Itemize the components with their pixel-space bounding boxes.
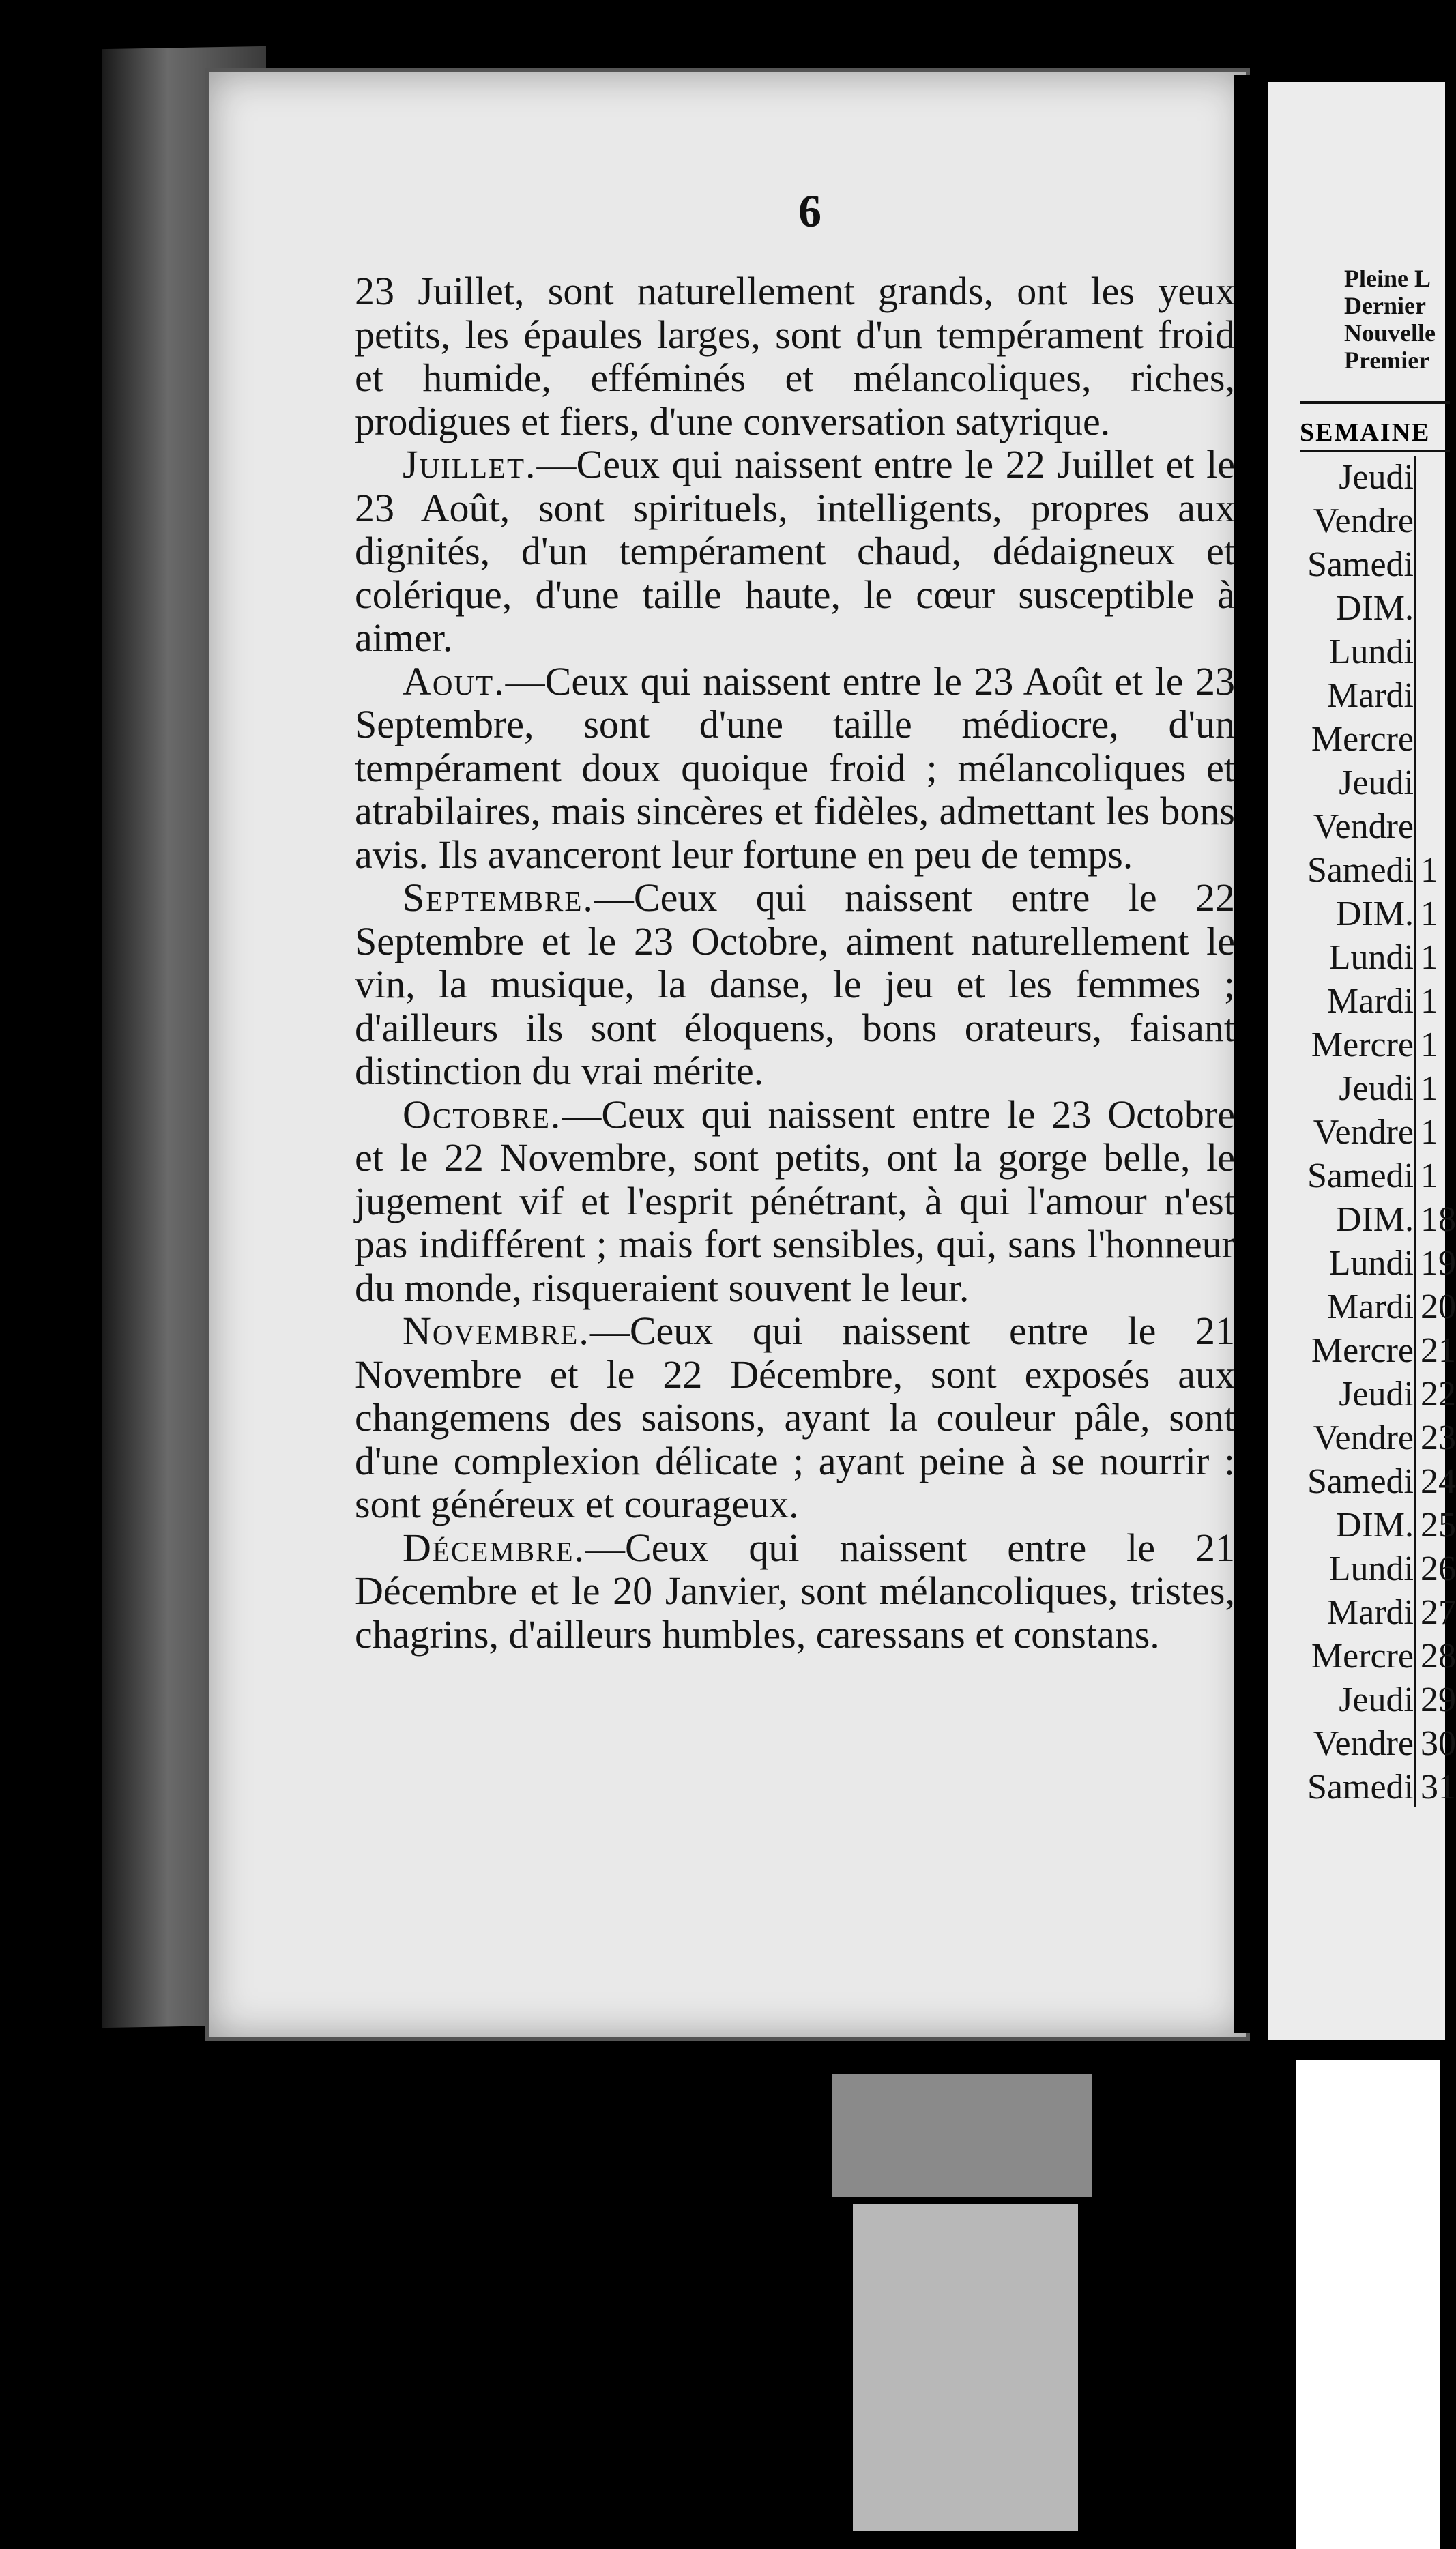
divider-rule xyxy=(1300,401,1450,404)
bottom-shadow-strip xyxy=(832,2074,1092,2197)
paragraph-octobre xyxy=(355,1093,1235,1310)
paragraph-text: —Ceux qui naissent entre le 22 Juillet et le 23 Août, sont spirituels, intelligents, propres aux dignités, d'un tempérament chaud, dédaigneux et colérique, d'une taille haute, le cœur susceptible à aimer. xyxy=(355,442,1235,660)
date-cell: 23 xyxy=(1421,1418,1456,1457)
date-cell: 1 xyxy=(1421,1156,1438,1195)
date-cell: 1 xyxy=(1421,851,1438,890)
weekday-cell: Samedi xyxy=(1307,1462,1414,1501)
phase-nouvelle: Nouvelle xyxy=(1344,319,1436,347)
date-cell: 31 xyxy=(1421,1768,1456,1807)
weekday-cell: Vendre xyxy=(1313,501,1414,540)
date-cell xyxy=(1421,674,1456,718)
date-cell xyxy=(1421,761,1456,805)
phase-premier: Premier xyxy=(1344,347,1430,374)
paragraph-text: —Ceux qui naissent entre le 23 Octobre et le 22 Novembre, sont petits, ont la gorge belle, le jugement vif et l'esprit pénétrant, à qui l'amour n'est pas indifférent ; mais fort sensibles, qui, sans l'honneur du monde, risqueraient souvent le leur. xyxy=(355,1092,1235,1310)
weekday-cell: Samedi xyxy=(1307,545,1414,584)
date-cell: 18 xyxy=(1421,1200,1456,1239)
weekday-cell: DIM. xyxy=(1335,1506,1414,1545)
paragraph-juillet xyxy=(355,443,1235,660)
month-heading: Aout. xyxy=(403,658,506,703)
weekday-cell: Jeudi xyxy=(1339,458,1414,497)
weekday-cell: Lundi xyxy=(1328,632,1414,671)
weekday-column xyxy=(1284,456,1414,1809)
weekday-cell: DIM. xyxy=(1335,589,1414,628)
phase-dernier: Dernier xyxy=(1344,292,1426,319)
month-heading: Octobre. xyxy=(403,1092,562,1137)
date-cell: 1 xyxy=(1421,894,1438,933)
date-cell: 1 xyxy=(1421,1113,1438,1152)
date-cell xyxy=(1421,499,1456,543)
weekday-cell: Vendre xyxy=(1313,807,1414,846)
date-cell: 26 xyxy=(1421,1549,1456,1588)
weekday-cell: Mardi xyxy=(1326,676,1414,715)
month-heading: Novembre. xyxy=(403,1309,590,1353)
paragraph-text: 23 Juillet, sont naturellement grands, ont les yeux petits, les épaules larges, sont d'un tempérament froid et humide, efféminés et mélancoliques, riches, prodigues et fiers, d'une conversation satyrique. xyxy=(355,269,1235,443)
weekday-cell: Lundi xyxy=(1328,1549,1414,1588)
weekday-cell: Vendre xyxy=(1313,1418,1414,1457)
date-cell: 20 xyxy=(1421,1287,1456,1326)
weekday-cell: Jeudi xyxy=(1339,763,1414,802)
paragraph-text: —Ceux qui naissent entre le 21 Décembre et le 20 Janvier, sont mélancoliques, tristes, chagrins, d'ailleurs humbles, caressans et constans. xyxy=(355,1525,1235,1657)
weekday-cell: Mercre xyxy=(1311,1025,1414,1064)
weekday-cell: Mardi xyxy=(1326,982,1414,1021)
paragraph-text: —Ceux qui naissent entre le 23 Août et le 23 Septembre, sont d'une taille médiocre, d'un tempérament doux quoique froid ; mélancoliques et atrabilaires, mais sincères et fidèles, admettant les bons avis. Ils avanceront leur fortune en peu de temps. xyxy=(355,658,1235,877)
weekday-cell: Vendre xyxy=(1313,1113,1414,1152)
date-cell: 1 xyxy=(1421,982,1438,1021)
column-divider xyxy=(1414,456,1416,1807)
weekday-cell: Mardi xyxy=(1326,1287,1414,1326)
month-heading: Décembre. xyxy=(403,1525,586,1570)
paragraph-text: —Ceux qui naissent entre le 22 Septembre et le 23 Octobre, aiment naturellement le vin, la musique, la danse, le jeu et les femmes ; d'ailleurs ils sont éloquens, bons orateurs, faisant distinction du vrai mérite. xyxy=(355,875,1235,1093)
weekday-cell: Vendre xyxy=(1313,1724,1414,1763)
date-cell: 1 xyxy=(1421,1069,1438,1108)
month-heading: Septembre. xyxy=(403,875,594,920)
bottom-block xyxy=(853,2204,1078,2531)
date-cell: 28 xyxy=(1421,1637,1456,1676)
phase-pleine: Pleine L xyxy=(1344,265,1431,292)
weekday-cell: Jeudi xyxy=(1339,1680,1414,1719)
weekday-cell: Samedi xyxy=(1307,851,1414,890)
date-column xyxy=(1421,456,1456,1809)
date-cell: 24 xyxy=(1421,1462,1456,1501)
page-number: 6 xyxy=(798,185,821,237)
weekday-cell: Mercre xyxy=(1311,1637,1414,1676)
date-cell xyxy=(1421,718,1456,761)
weekday-cell: Lundi xyxy=(1328,1244,1414,1283)
paragraph-septembre xyxy=(355,876,1235,1093)
date-cell xyxy=(1421,543,1456,587)
weekday-cell: Jeudi xyxy=(1339,1069,1414,1108)
page-gutter xyxy=(1234,75,1268,2033)
weekday-cell: Mercre xyxy=(1311,1331,1414,1370)
weekday-cell: Mardi xyxy=(1326,1593,1414,1632)
date-cell: 27 xyxy=(1421,1593,1456,1632)
date-cell xyxy=(1421,805,1456,849)
moon-phases xyxy=(1344,265,1436,374)
weekday-cell: Samedi xyxy=(1307,1156,1414,1195)
date-cell xyxy=(1421,587,1456,630)
bottom-right-paper xyxy=(1296,2060,1440,2549)
date-cell xyxy=(1421,630,1456,674)
paragraph-juin-end xyxy=(355,270,1235,443)
weekday-cell: Mercre xyxy=(1311,720,1414,759)
divider-rule xyxy=(1300,450,1450,452)
semaine-label: SEMAINE xyxy=(1300,418,1431,447)
weekday-cell: DIM. xyxy=(1335,894,1414,933)
paragraph-text: —Ceux qui naissent entre le 21 Novembre et le 22 Décembre, sont exposés aux changemens des saisons, ayant la couleur pâle, sont d'une complexion délicate ; ayant peine à se nourrir : sont généreux et courageux. xyxy=(355,1309,1235,1526)
month-heading: Juillet. xyxy=(403,442,537,486)
date-cell: 19 xyxy=(1421,1244,1456,1283)
date-cell: 1 xyxy=(1421,938,1438,977)
paragraph-aout xyxy=(355,660,1235,877)
date-cell: 22 xyxy=(1421,1375,1456,1414)
paragraph-decembre xyxy=(355,1526,1235,1657)
date-cell: 30 xyxy=(1421,1724,1456,1763)
weekday-cell: Samedi xyxy=(1307,1768,1414,1807)
zodiac-text xyxy=(355,270,1235,1656)
date-cell xyxy=(1421,456,1456,499)
weekday-cell: DIM. xyxy=(1335,1200,1414,1239)
date-cell: 21 xyxy=(1421,1331,1456,1370)
date-cell: 29 xyxy=(1421,1680,1456,1719)
weekday-cell: Lundi xyxy=(1328,938,1414,977)
date-cell: 25 xyxy=(1421,1506,1456,1545)
paragraph-novembre xyxy=(355,1309,1235,1526)
date-cell: 1 xyxy=(1421,1025,1438,1064)
weekday-cell: Jeudi xyxy=(1339,1375,1414,1414)
